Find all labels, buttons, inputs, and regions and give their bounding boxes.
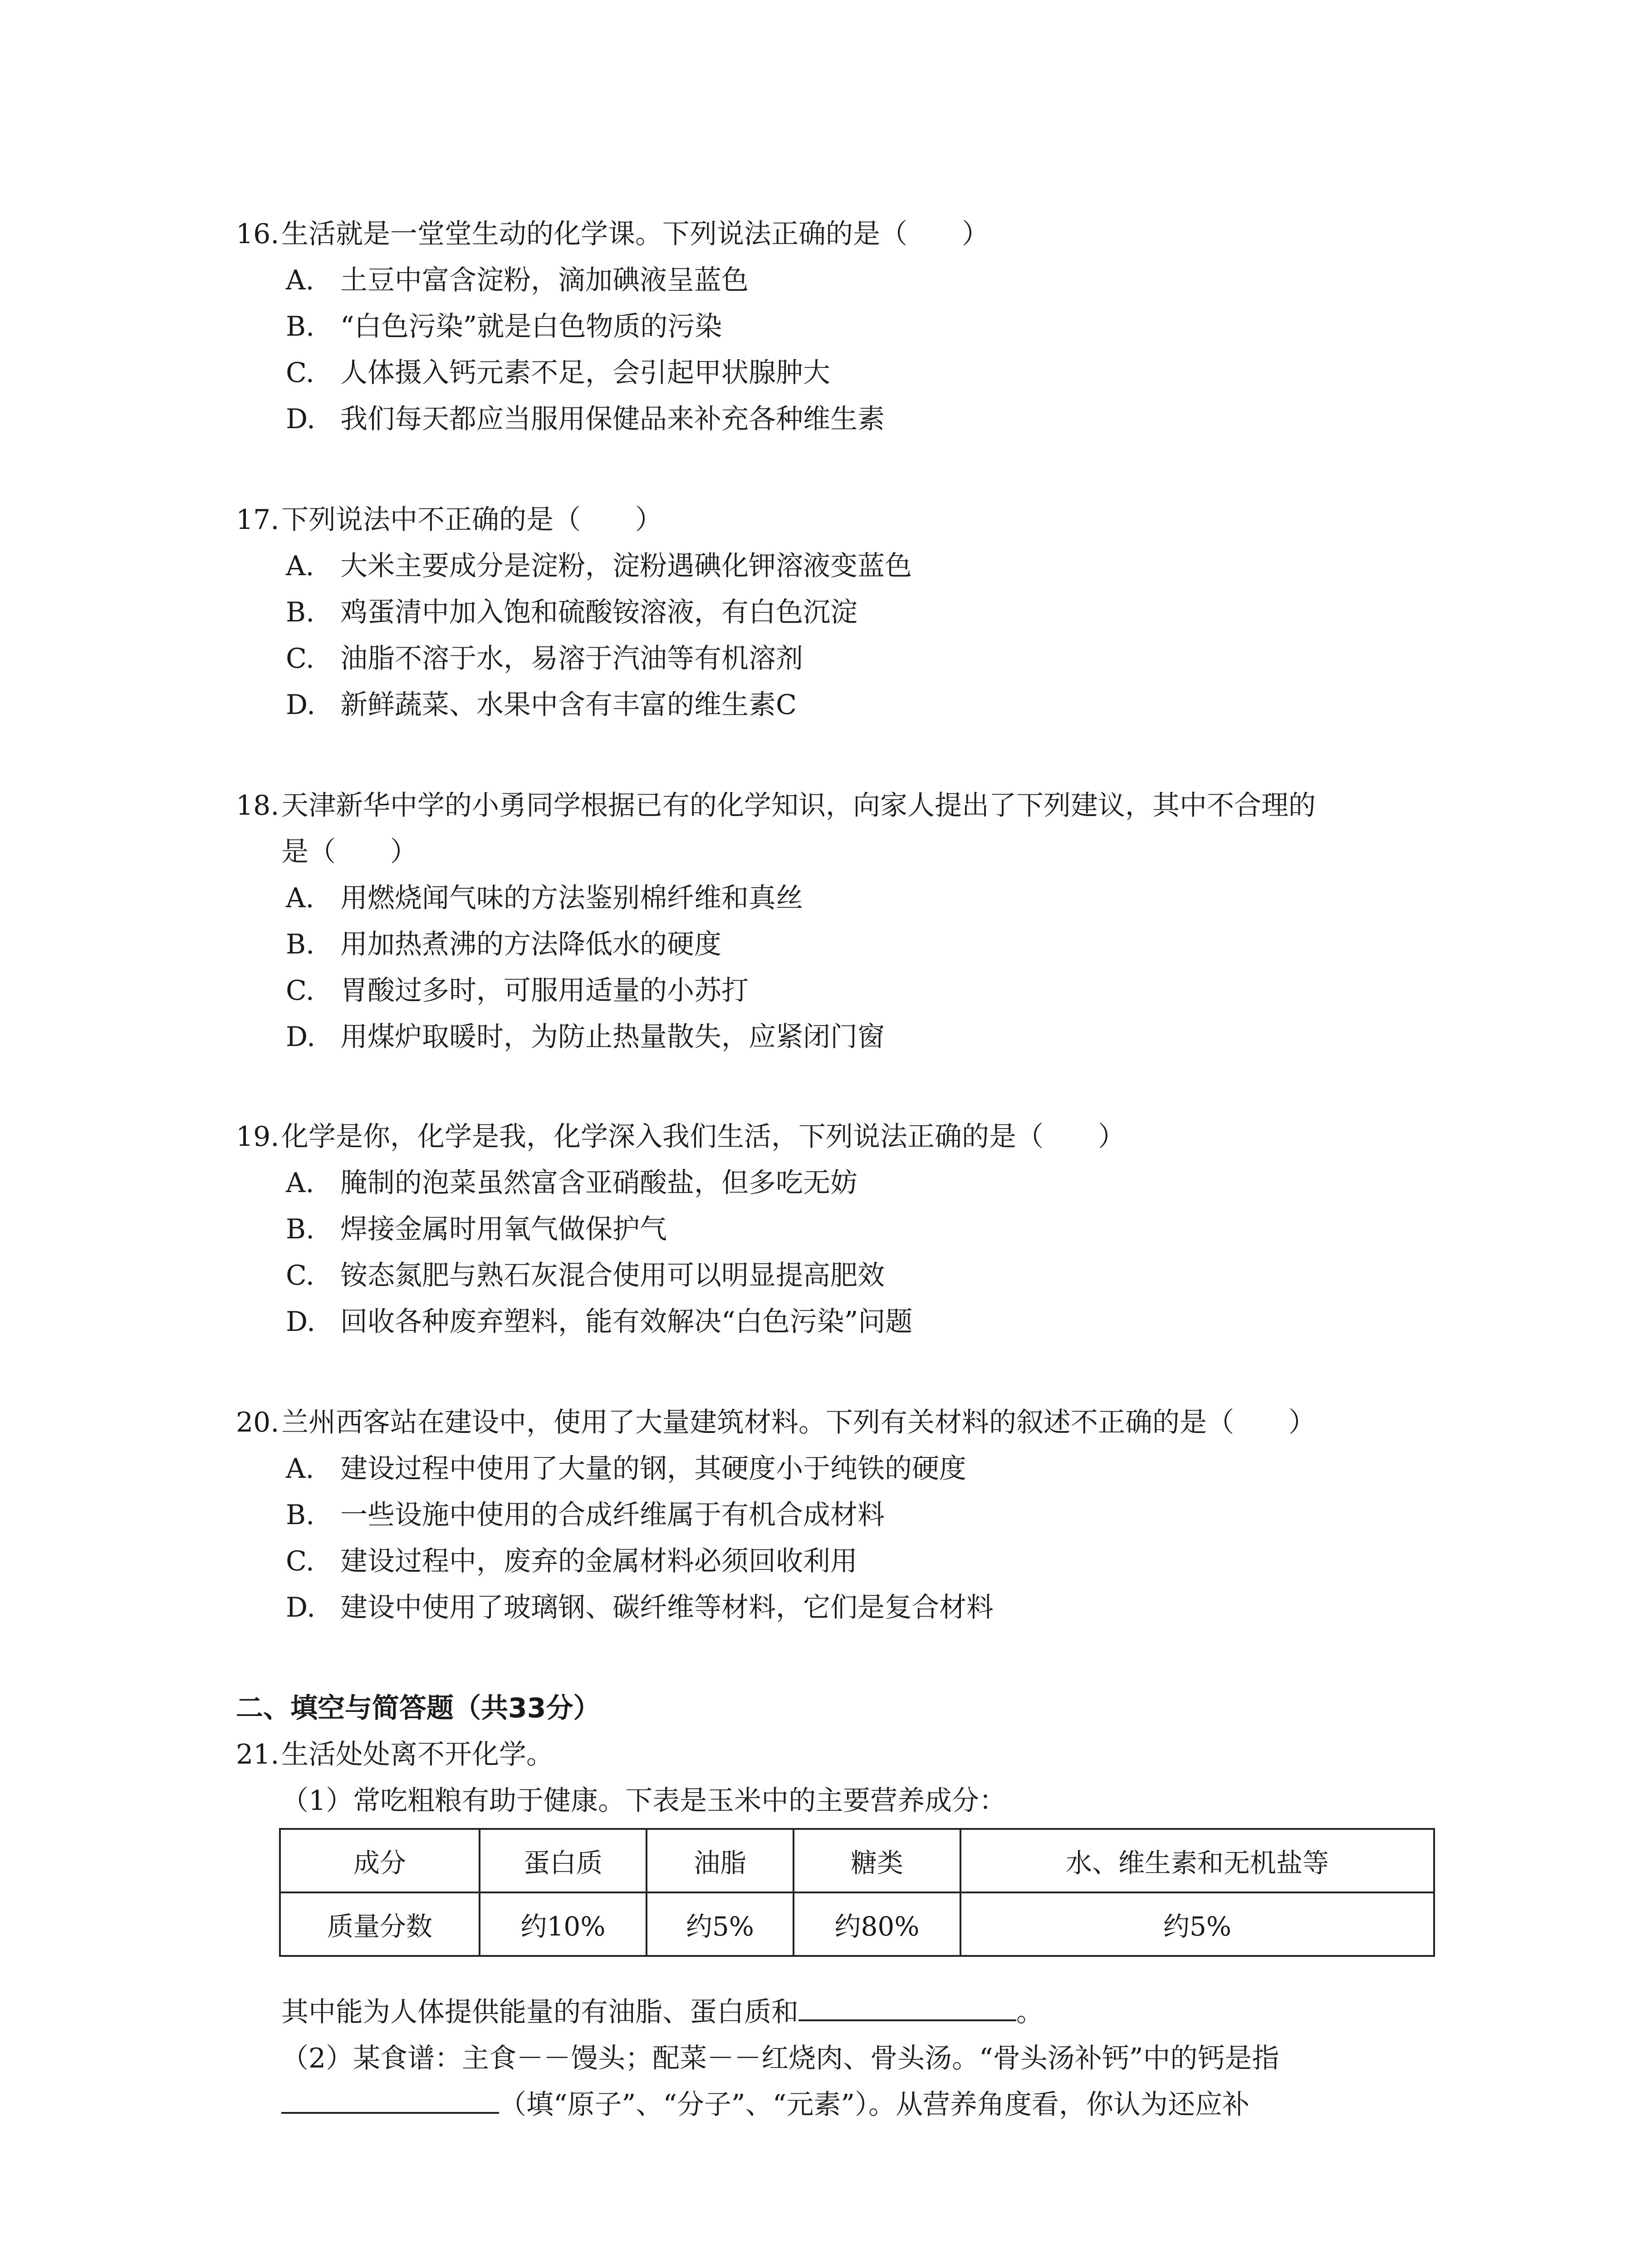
table-header-cell: 蛋白质: [480, 1829, 647, 1892]
option-a: A. 腌制的泡菜虽然富含亚硝酸盐，但多吃无妨: [286, 1167, 857, 1199]
table-cell: 质量分数: [280, 1892, 480, 1956]
option-c: C. 铵态氮肥与熟石灰混合使用可以明显提高肥效: [286, 1260, 885, 1291]
question-19: [236, 1114, 1461, 1345]
section-heading: 二、填空与简答题（共33分）: [236, 1692, 601, 1724]
question-stem: 生活就是一堂堂生动的化学课。下列说法正确的是（ ）: [281, 218, 989, 250]
question-stem-continued: 是（ ）: [281, 836, 417, 868]
table-header-cell: 油脂: [647, 1829, 794, 1892]
question-20: [236, 1399, 1461, 1631]
table-header-cell: 成分: [280, 1829, 480, 1892]
option-b: B. “白色污染”就是白色物质的污染: [286, 311, 722, 342]
table-cell: 约80%: [794, 1892, 960, 1956]
question-stem: 下列说法中不正确的是（ ）: [281, 504, 662, 536]
question-17: [236, 497, 1461, 728]
table-cell: 约5%: [960, 1892, 1434, 1956]
option-c: C. 油脂不溶于水，易溶于汽油等有机溶剂: [286, 643, 803, 675]
table-cell: 约5%: [647, 1892, 794, 1956]
option-d: D. 建设中使用了玻璃钢、碳纤维等材料，它们是复合材料: [286, 1592, 994, 1623]
question-number: 19.: [236, 1121, 279, 1153]
option-a: A. 建设过程中使用了大量的钢，其硬度小于纯铁的硬度: [286, 1453, 966, 1485]
option-a: A. 土豆中富含淀粉，滴加碘液呈蓝色: [286, 264, 749, 296]
option-d: D. 回收各种废弃塑料，能有效解决“白色污染”问题: [286, 1306, 913, 1338]
option-a: A. 用燃烧闻气味的方法鉴别棉纤维和真丝: [286, 882, 803, 914]
question-21: [236, 1731, 1461, 1824]
question-stem: 天津新华中学的小勇同学根据已有的化学知识，向家人提出了下列建议，其中不合理的: [281, 790, 1316, 821]
answer-blank[interactable]: [798, 2001, 1016, 2021]
question-18: [236, 782, 1461, 1060]
option-b: B. 一些设施中使用的合成纤维属于有机合成材料: [286, 1499, 885, 1531]
option-d: D. 我们每天都应当服用保健品来补充各种维生素: [286, 403, 885, 435]
question-number: 17.: [236, 504, 279, 536]
question-number: 16.: [236, 218, 279, 250]
fill-prompt: 其中能为人体提供能量的有油脂、蛋白质和: [281, 1996, 798, 2028]
question-number: 20.: [236, 1407, 279, 1438]
option-b: B. 鸡蛋清中加入饱和硫酸铵溶液，有白色沉淀: [286, 596, 857, 628]
question-16: [236, 211, 1461, 442]
question-21-continued: 其中能为人体提供能量的有油脂、蛋白质和 。 （2）某食谱：主食－－馒头；配菜－－红烧肉、骨头汤。“骨头汤补钙”中的钙是指 （填“原子”、“分子”、“元素”）。从营养角度看，你认为还应补: [236, 1989, 1461, 2128]
nutrition-table: [279, 1828, 1435, 1957]
option-b: B. 用加热煮沸的方法降低水的硬度: [286, 929, 721, 960]
question-part-1: （1）常吃粗粮有助于健康。下表是玉米中的主要营养成分：: [281, 1785, 1007, 1817]
question-stem: 化学是你，化学是我，化学深入我们生活，下列说法正确的是（ ）: [281, 1121, 1125, 1153]
option-d: D. 用煤炉取暖时，为防止热量散失，应紧闭门窗: [286, 1021, 885, 1053]
option-a: A. 大米主要成分是淀粉，淀粉遇碘化钾溶液变蓝色: [286, 550, 912, 582]
question-stem: 兰州西客站在建设中，使用了大量建筑材料。下列有关材料的叙述不正确的是（ ）: [281, 1407, 1316, 1438]
question-stem: 生活处处离不开化学。: [281, 1739, 554, 1770]
question-part-2: （2）某食谱：主食－－馒头；配菜－－红烧肉、骨头汤。“骨头汤补钙”中的钙是指: [281, 2043, 1279, 2074]
table-row: [280, 1892, 1434, 1956]
table-cell: 约10%: [480, 1892, 647, 1956]
answer-blank[interactable]: [281, 2094, 499, 2114]
option-b: B. 焊接金属时用氧气做保护气: [286, 1213, 667, 1245]
question-number: 18.: [236, 790, 279, 821]
question-number: 21.: [236, 1739, 279, 1770]
table-row: [280, 1829, 1434, 1892]
option-c: C. 人体摄入钙元素不足，会引起甲状腺肿大: [286, 357, 830, 389]
table-header-cell: 糖类: [794, 1829, 960, 1892]
question-part-2-continued: （填“原子”、“分子”、“元素”）。从营养角度看，你认为还应补: [499, 2089, 1250, 2121]
option-d: D. 新鲜蔬菜、水果中含有丰富的维生素C: [286, 689, 797, 721]
option-c: C. 胃酸过多时，可服用适量的小苏打: [286, 975, 749, 1007]
table-header-cell: 水、维生素和无机盐等: [960, 1829, 1434, 1892]
option-c: C. 建设过程中，废弃的金属材料必须回收利用: [286, 1545, 857, 1577]
